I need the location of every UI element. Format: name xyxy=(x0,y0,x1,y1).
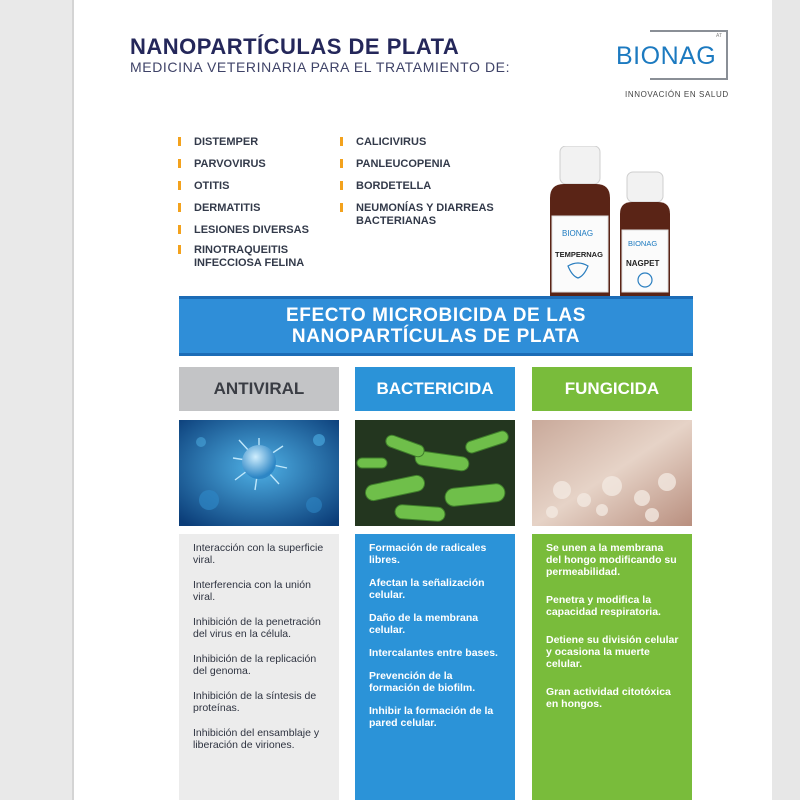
bactericida-item: Formación de radicales libres. xyxy=(369,542,487,566)
disease-item: NEUMONÍAS Y DIARREAS BACTERIANAS xyxy=(340,202,516,228)
page-subtitle: MEDICINA VETERINARIA PARA EL TRATAMIENTO DE: xyxy=(130,59,511,75)
antiviral-item: Inhibición de la replicación del genoma. xyxy=(193,653,317,677)
banner-line-2: NANOPARTÍCULAS DE PLATA xyxy=(291,326,581,347)
page-left-margin xyxy=(0,0,72,800)
fungicida-heading: FUNGICIDA xyxy=(532,367,692,411)
fungicida-body xyxy=(532,534,692,800)
fungicida-item: Se unen a la membrana del hongo modificando su permeabilidad. xyxy=(546,542,677,578)
bactericida-item: Inhibir la formación de la pared celular. xyxy=(369,705,494,729)
bactericida-item: Afectan la señalización celular. xyxy=(369,577,485,601)
disease-item: PANLEUCOPENIA xyxy=(340,158,516,171)
nagpet-bottle xyxy=(620,172,670,298)
microbicide-banner xyxy=(179,296,693,356)
virus-image xyxy=(179,420,339,526)
fungicida-item: Gran actividad citotóxica en hongos. xyxy=(546,686,671,710)
antiviral-body xyxy=(179,534,339,800)
logo-superscript: AT xyxy=(716,33,723,39)
disease-item: BORDETELLA xyxy=(340,180,516,193)
page-title: NANOPARTÍCULAS DE PLATA xyxy=(130,34,460,59)
disease-item: PARVOVIRUS xyxy=(178,158,324,171)
product-bottles-image xyxy=(540,146,685,298)
antiviral-item: Inhibición del ensamblaje y liberación de viriones. xyxy=(193,727,320,751)
antiviral-item: Inhibición de la penetración del virus en la célula. xyxy=(193,616,321,640)
bactericida-body xyxy=(355,534,515,800)
bottle2-name: NAGPET xyxy=(626,259,660,268)
fungicida-column xyxy=(532,367,692,710)
bactericida-item: Prevención de la formación de biofilm. xyxy=(369,670,476,694)
antiviral-item: Interferencia con la unión viral. xyxy=(193,579,311,603)
bottle1-name: TEMPERNAG xyxy=(555,250,603,259)
bionag-logo xyxy=(612,28,730,84)
disease-item: DISTEMPER xyxy=(178,136,324,149)
bactericida-item: Intercalantes entre bases. xyxy=(369,647,498,659)
disease-list-left xyxy=(178,136,324,270)
bottle2-brand: BIONAG xyxy=(628,239,658,248)
disease-item: RINOTRAQUEITIS INFECCIOSA FELINA xyxy=(178,244,324,270)
fungus-image xyxy=(532,420,692,526)
logo-name: BIONAG xyxy=(616,42,717,70)
bacteria-image xyxy=(355,420,515,526)
disease-item: LESIONES DIVERSAS xyxy=(178,224,324,237)
disease-item: CALICIVIRUS xyxy=(340,136,516,149)
banner-line-1: EFECTO MICROBICIDA DE LAS xyxy=(285,305,586,326)
tempernag-bottle xyxy=(550,146,610,298)
fungicida-item: Penetra y modifica la capacidad respiratoria. xyxy=(546,594,661,618)
fungicida-item: Detiene su división celular y ocasiona la muerte celular. xyxy=(546,634,679,670)
antiviral-heading: ANTIVIRAL xyxy=(179,367,339,411)
bactericida-heading: BACTERICIDA xyxy=(355,367,515,411)
page-right-margin xyxy=(772,0,800,800)
disease-item: OTITIS xyxy=(178,180,324,193)
logo-tagline: INNOVACIÓN EN SALUD xyxy=(625,90,729,99)
bactericida-column xyxy=(355,367,515,729)
antiviral-item: Inhibición de la síntesis de proteínas. xyxy=(193,690,317,714)
disease-item: DERMATITIS xyxy=(178,202,324,215)
bottle1-brand: BIONAG xyxy=(562,229,594,238)
antiviral-item: Interacción con la superficie viral. xyxy=(193,542,324,566)
disease-list-right xyxy=(340,136,516,228)
antiviral-column xyxy=(179,367,339,751)
bactericida-item: Daño de la membrana celular. xyxy=(369,612,479,636)
